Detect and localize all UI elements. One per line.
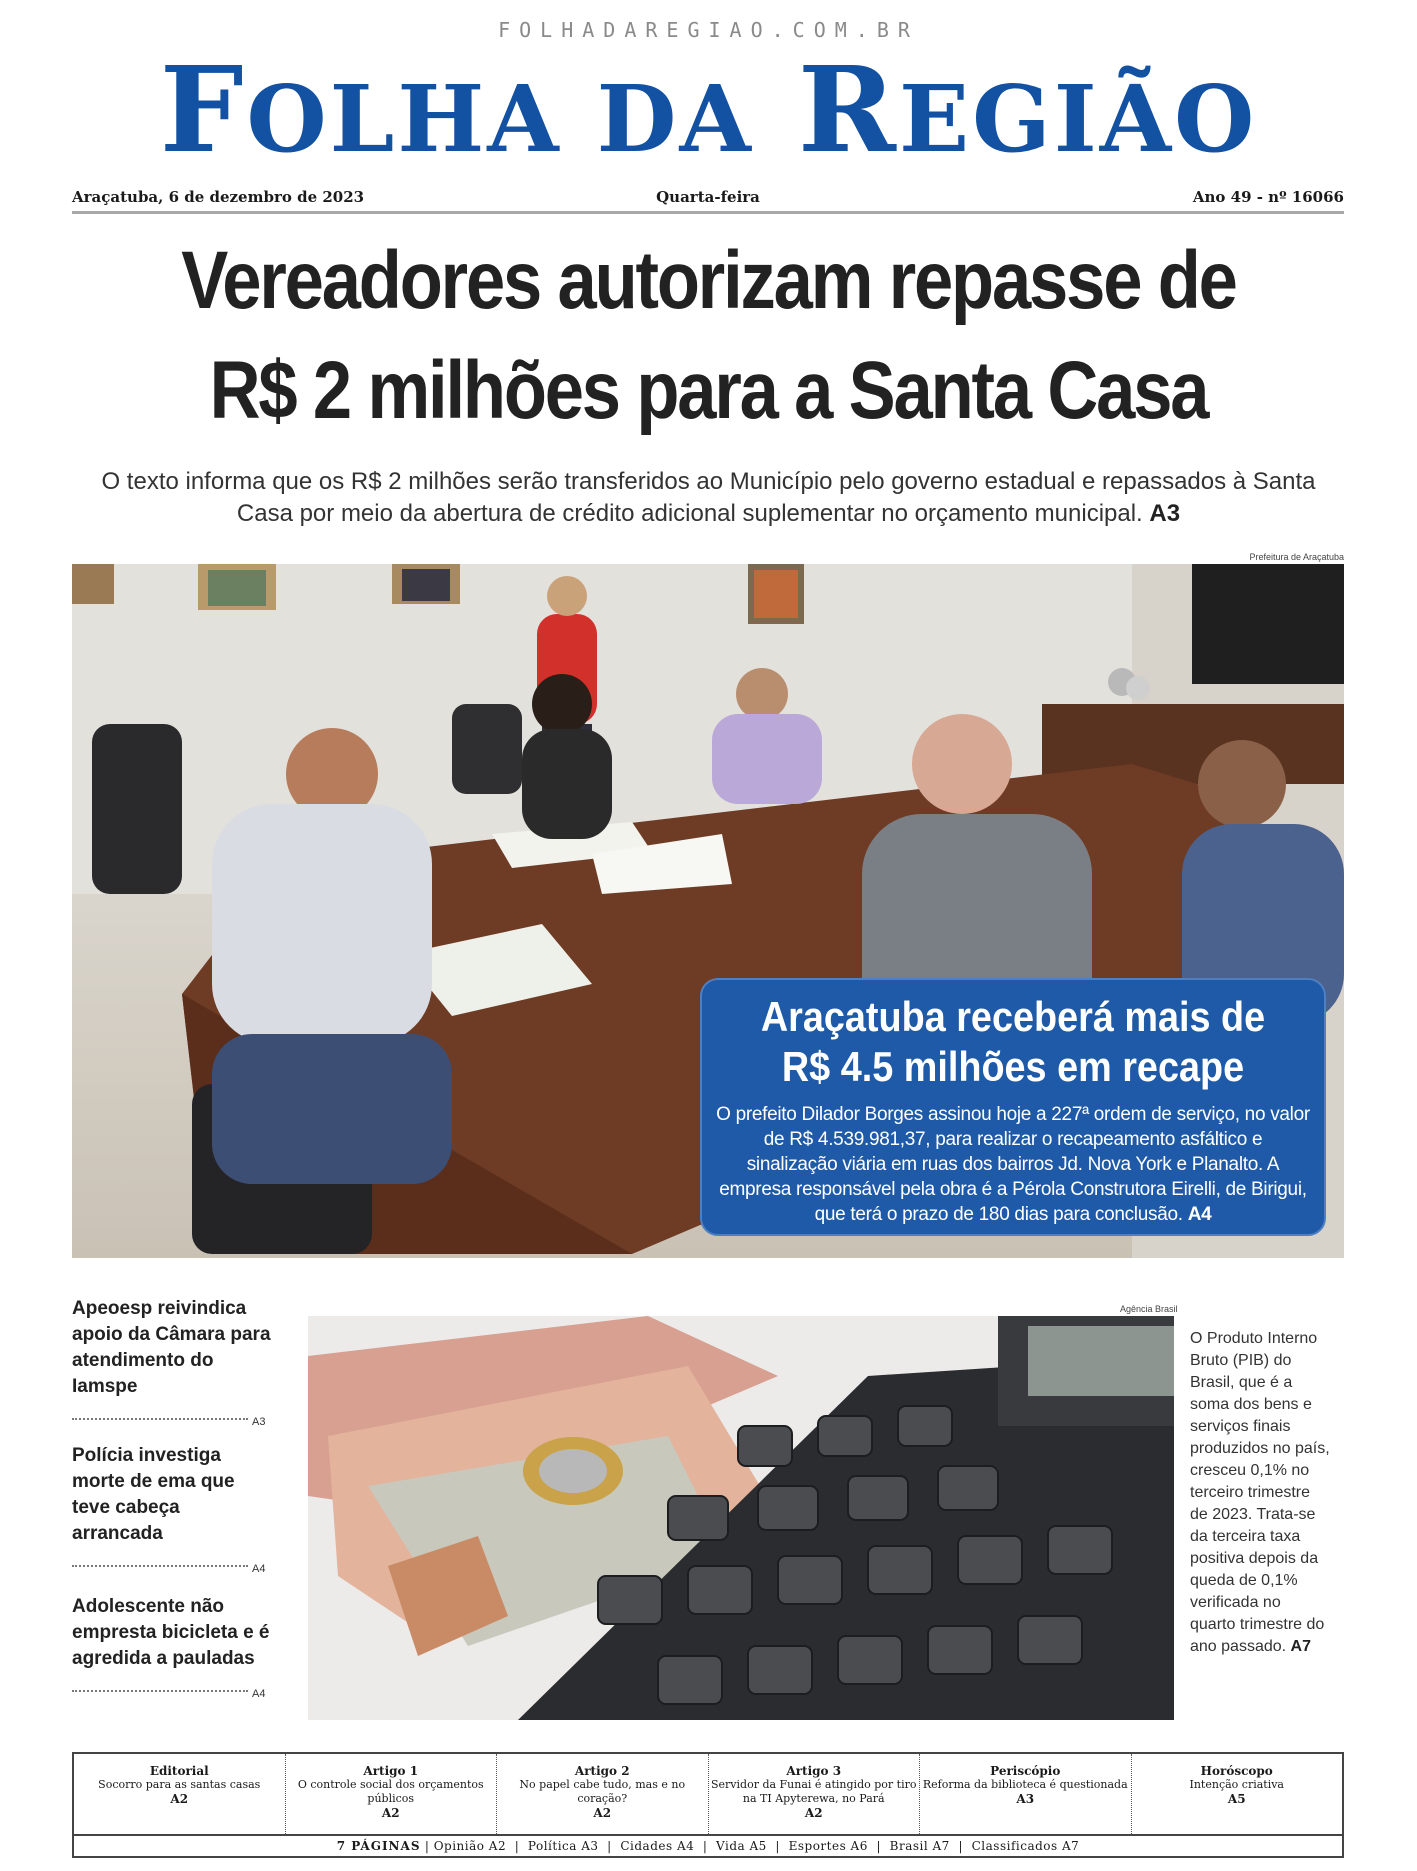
main-headline[interactable] (134, 226, 1284, 446)
pib-text: O Produto Interno Bruto (PIB) do Brasil, que é a soma dos bens e serviços finais produzidos no país, cresceu 0,1% no terceiro trimestre de 2023. Trata-se da terceira taxa positiva depois da queda de 0,1% verificada no quarto trimestre do ano passado. (1190, 1330, 1330, 1655)
masthead-text: FOLHA DA REGIÃO (159, 40, 1258, 179)
main-subhead-page-ref[interactable]: A3 (1149, 500, 1181, 527)
sidebar-page-ref: A4 (252, 1563, 266, 1575)
person-seated (736, 668, 788, 720)
footer-item-title: Artigo 1 (363, 1764, 419, 1778)
footer-item-ref: A2 (804, 1806, 823, 1820)
callout-page-ref[interactable]: A4 (1187, 1204, 1212, 1225)
callout-title (733, 992, 1293, 1092)
footer-item-ref: A2 (170, 1792, 189, 1806)
sidebar-page-ref: A4 (252, 1688, 266, 1700)
callout-body-text: O prefeito Dilador Borges assinou hoje a 227ª ordem de serviço, no valor de R$ 4.539.981,37, para realizar o recapeamento asfáltico e sinalização viária em ruas dos bairros Jd. Nova York e Planalto. A empresa responsável pela obra é a Pérola Construtora Eirelli, de Birigui, que terá o prazo de 180 dias para conclusão. (716, 1104, 1310, 1225)
footer-item-horoscopo[interactable] (1132, 1754, 1343, 1834)
footer-item-title: Artigo 2 (574, 1764, 630, 1778)
main-subhead-text: O texto informa que os R$ 2 milhões serão transferidos ao Município pelo governo estadual e repassados à Santa Casa por meio da abertura de crédito adicional suplementar no orçamento municipal. (101, 468, 1316, 527)
footer-item-editorial[interactable] (74, 1754, 286, 1834)
dateline-place-date: Araçatuba, 6 de dezembro de 2023 (72, 188, 365, 206)
tv-screen (1192, 564, 1344, 684)
sidebar-rule (72, 1406, 266, 1428)
site-url[interactable]: FOLHADAREGIAO.COM.BR (498, 18, 919, 42)
callout-title-line2: R$ 4.5 milhões em recape (781, 1043, 1245, 1090)
footer-item-title: Periscópio (990, 1764, 1061, 1778)
footer-sections: 7 PÁGINAS | Opinião A2 | Política A3 | Cidades A4 | Vida A5 | Esportes A6 | Brasil A7 | Classificados A7 (336, 1839, 1080, 1853)
footer-item-periscopio[interactable] (920, 1754, 1132, 1834)
dateline-weekday: Quarta-feira (656, 188, 760, 206)
callout-title-line1: Araçatuba receberá mais de (760, 993, 1266, 1040)
sidebar-story[interactable] (72, 1296, 272, 1428)
callout-box[interactable] (700, 978, 1326, 1236)
money-photo-credit: Agência Brasil (1120, 1304, 1178, 1314)
main-headline-line2: R$ 2 milhões para a Santa Casa (209, 345, 1208, 436)
footer-item-ref: A2 (381, 1806, 400, 1820)
footer-sections-list[interactable]: Opinião A2 | Política A3 | Cidades A4 | Vida A5 | Esportes A6 | Brasil A7 | Classificados A7 (433, 1839, 1080, 1853)
dateline (72, 188, 1344, 214)
dateline-edition: Ano 49 - nº 16066 (1192, 188, 1344, 206)
wall-frame (72, 564, 114, 604)
footer-item-ref: A2 (593, 1806, 612, 1820)
main-subhead (86, 466, 1331, 530)
sidebar-rule (72, 1678, 266, 1700)
sidebar-story[interactable] (72, 1443, 272, 1575)
pib-page-ref: A7 (1290, 1638, 1311, 1655)
main-photo-credit: Prefeitura de Araçatuba (1249, 552, 1344, 562)
footer-index (72, 1752, 1344, 1858)
footer-item-text: Reforma da biblioteca é questionada (922, 1778, 1128, 1791)
footer-item-artigo-3[interactable] (709, 1754, 921, 1834)
footer-item-title: Editorial (149, 1764, 209, 1778)
main-headline-line1: Vereadores autorizam repasse de (181, 235, 1236, 326)
footer-item-text: Socorro para as santas casas (98, 1778, 261, 1791)
footer-columns (74, 1754, 1342, 1836)
footer-item-text: Servidor da Funai é atingido por tiro na TI Apyterewa, no Pará (711, 1778, 917, 1805)
sidebar-headline: Apeoesp reivindica apoio da Câmara para atendimento do Iamspe (72, 1298, 271, 1397)
sidebar-page-ref: A3 (252, 1416, 266, 1428)
footer-item-artigo-2[interactable] (497, 1754, 709, 1834)
footer-item-text: No papel cabe tudo, mas e no coração? (519, 1778, 686, 1805)
footer-item-artigo-1[interactable] (286, 1754, 498, 1834)
sidebar-headline: Adolescente não empresta bicicleta e é agredida a pauladas (72, 1596, 270, 1669)
masthead-logo (0, 40, 1417, 179)
money-photo[interactable] (308, 1316, 1174, 1720)
footer-item-title: Horóscopo (1200, 1764, 1273, 1778)
footer-item-title: Artigo 3 (786, 1764, 842, 1778)
calculator-money-illustration (308, 1316, 1174, 1720)
person-seated (912, 714, 1012, 814)
pib-story[interactable] (1190, 1328, 1330, 1658)
footer-item-text: O controle social dos orçamentos públicos (297, 1778, 484, 1805)
footer-item-ref: A5 (1227, 1792, 1246, 1806)
person-seated (532, 674, 592, 734)
footer-item-text: Intenção criativa (1189, 1778, 1284, 1791)
footer-item-ref: A3 (1016, 1792, 1035, 1806)
sidebar-story[interactable] (72, 1594, 272, 1700)
callout-body (702, 1102, 1324, 1227)
footer-pages-label: 7 PÁGINAS (336, 1839, 421, 1853)
person-seated (1198, 740, 1286, 828)
sidebar-rule (72, 1553, 266, 1575)
sidebar-headline: Polícia investiga morte de ema que teve cabeça arrancada (72, 1445, 235, 1544)
